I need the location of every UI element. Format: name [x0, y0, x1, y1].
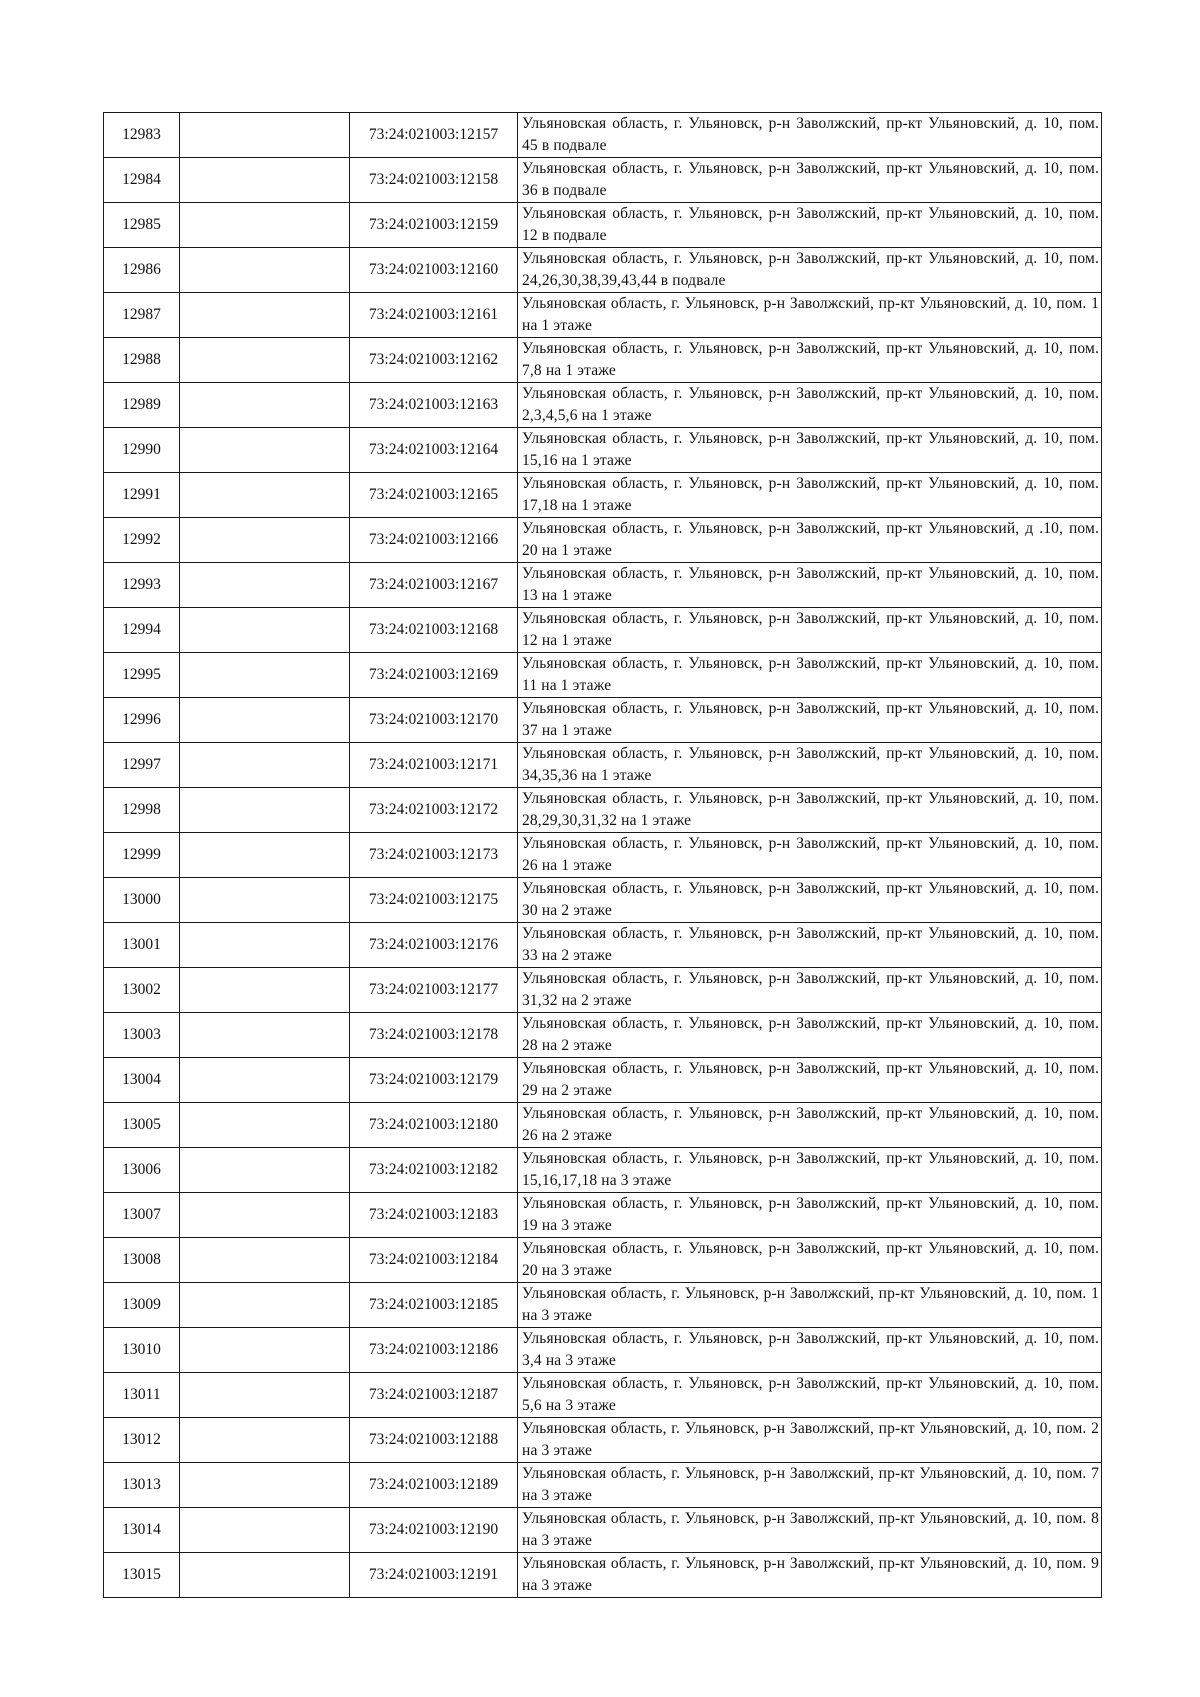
table-row — [104, 113, 1102, 158]
table-row — [104, 248, 1102, 293]
table-row — [104, 293, 1102, 338]
table-row — [104, 1193, 1102, 1238]
table-row — [104, 383, 1102, 428]
table-row — [104, 833, 1102, 878]
registry-table-body — [104, 113, 1102, 1598]
empty-cell — [180, 518, 350, 563]
row-number-cell: 13003 — [104, 1013, 180, 1058]
address-cell: Ульяновская область, г. Ульяновск, р-н Заволжский, пр-кт Ульяновский, д. 10, пом. 15,16 на 1 этаже — [518, 428, 1102, 473]
table-row — [104, 743, 1102, 788]
table-row — [104, 1463, 1102, 1508]
cadastral-number-cell: 73:24:021003:12159 — [350, 203, 518, 248]
table-row — [104, 203, 1102, 248]
address-cell: Ульяновская область, г. Ульяновск, р-н Заволжский, пр-кт Ульяновский, д. 10, пом. 11 на 1 этаже — [518, 653, 1102, 698]
address-cell: Ульяновская область, г. Ульяновск, р-н Заволжский, пр-кт Ульяновский, д. 10, пом. 1 на 3 этаже — [518, 1283, 1102, 1328]
empty-cell — [180, 113, 350, 158]
address-cell: Ульяновская область, г. Ульяновск, р-н Заволжский, пр-кт Ульяновский, д. 10, пом. 7 на 3 этаже — [518, 1463, 1102, 1508]
empty-cell — [180, 293, 350, 338]
cadastral-number-cell: 73:24:021003:12177 — [350, 968, 518, 1013]
address-cell: Ульяновская область, г. Ульяновск, р-н Заволжский, пр-кт Ульяновский, д. 10, пом. 17,18 на 1 этаже — [518, 473, 1102, 518]
empty-cell — [180, 338, 350, 383]
cadastral-number-cell: 73:24:021003:12164 — [350, 428, 518, 473]
table-row — [104, 518, 1102, 563]
row-number-cell: 13007 — [104, 1193, 180, 1238]
table-row — [104, 608, 1102, 653]
address-cell: Ульяновская область, г. Ульяновск, р-н Заволжский, пр-кт Ульяновский, д. 10, пом. 5,6 на 3 этаже — [518, 1373, 1102, 1418]
cadastral-number-cell: 73:24:021003:12162 — [350, 338, 518, 383]
row-number-cell: 13004 — [104, 1058, 180, 1103]
table-row — [104, 563, 1102, 608]
cadastral-number-cell: 73:24:021003:12185 — [350, 1283, 518, 1328]
property-registry-table — [103, 112, 1102, 1598]
empty-cell — [180, 698, 350, 743]
address-cell: Ульяновская область, г. Ульяновск, р-н Заволжский, пр-кт Ульяновский, д. 10, пом. 31,32 на 2 этаже — [518, 968, 1102, 1013]
cadastral-number-cell: 73:24:021003:12170 — [350, 698, 518, 743]
empty-cell — [180, 1283, 350, 1328]
cadastral-number-cell: 73:24:021003:12167 — [350, 563, 518, 608]
address-cell: Ульяновская область, г. Ульяновск, р-н Заволжский, пр-кт Ульяновский, д. 10, пом. 36 в подвале — [518, 158, 1102, 203]
empty-cell — [180, 743, 350, 788]
cadastral-number-cell: 73:24:021003:12178 — [350, 1013, 518, 1058]
address-cell: Ульяновская область, г. Ульяновск, р-н Заволжский, пр-кт Ульяновский, д. 10, пом. 45 в подвале — [518, 113, 1102, 158]
table-row — [104, 1373, 1102, 1418]
row-number-cell: 13000 — [104, 878, 180, 923]
row-number-cell: 12983 — [104, 113, 180, 158]
empty-cell — [180, 248, 350, 293]
table-row — [104, 1148, 1102, 1193]
address-cell: Ульяновская область, г. Ульяновск, р-н Заволжский, пр-кт Ульяновский, д. 10, пом. 2 на 3 этаже — [518, 1418, 1102, 1463]
address-cell: Ульяновская область, г. Ульяновск, р-н Заволжский, пр-кт Ульяновский, д. 10, пом. 7,8 на 1 этаже — [518, 338, 1102, 383]
row-number-cell: 12995 — [104, 653, 180, 698]
address-cell: Ульяновская область, г. Ульяновск, р-н Заволжский, пр-кт Ульяновский, д. 10, пом. 1 на 1 этаже — [518, 293, 1102, 338]
empty-cell — [180, 203, 350, 248]
row-number-cell: 13002 — [104, 968, 180, 1013]
address-cell: Ульяновская область, г. Ульяновск, р-н Заволжский, пр-кт Ульяновский, д .10, пом. 20 на 1 этаже — [518, 518, 1102, 563]
address-cell: Ульяновская область, г. Ульяновск, р-н Заволжский, пр-кт Ульяновский, д. 10, пом. 3,4 на 3 этаже — [518, 1328, 1102, 1373]
table-row — [104, 428, 1102, 473]
cadastral-number-cell: 73:24:021003:12168 — [350, 608, 518, 653]
row-number-cell: 12992 — [104, 518, 180, 563]
address-cell: Ульяновская область, г. Ульяновск, р-н Заволжский, пр-кт Ульяновский, д. 10, пом. 8 на 3 этаже — [518, 1508, 1102, 1553]
cadastral-number-cell: 73:24:021003:12187 — [350, 1373, 518, 1418]
row-number-cell: 13014 — [104, 1508, 180, 1553]
empty-cell — [180, 1418, 350, 1463]
cadastral-number-cell: 73:24:021003:12157 — [350, 113, 518, 158]
empty-cell — [180, 653, 350, 698]
address-cell: Ульяновская область, г. Ульяновск, р-н Заволжский, пр-кт Ульяновский, д. 10, пом. 15,16,17,18 на 3 этаже — [518, 1148, 1102, 1193]
table-row — [104, 923, 1102, 968]
table-row — [104, 1553, 1102, 1598]
cadastral-number-cell: 73:24:021003:12166 — [350, 518, 518, 563]
address-cell: Ульяновская область, г. Ульяновск, р-н Заволжский, пр-кт Ульяновский, д. 10, пом. 12 на 1 этаже — [518, 608, 1102, 653]
table-row — [104, 338, 1102, 383]
table-row — [104, 1508, 1102, 1553]
empty-cell — [180, 833, 350, 878]
empty-cell — [180, 923, 350, 968]
address-cell: Ульяновская область, г. Ульяновск, р-н Заволжский, пр-кт Ульяновский, д. 10, пом. 26 на 1 этаже — [518, 833, 1102, 878]
address-cell: Ульяновская область, г. Ульяновск, р-н Заволжский, пр-кт Ульяновский, д. 10, пом. 2,3,4,5,6 на 1 этаже — [518, 383, 1102, 428]
empty-cell — [180, 1238, 350, 1283]
table-row — [104, 473, 1102, 518]
table-row — [104, 1013, 1102, 1058]
cadastral-number-cell: 73:24:021003:12158 — [350, 158, 518, 203]
cadastral-number-cell: 73:24:021003:12172 — [350, 788, 518, 833]
row-number-cell: 12994 — [104, 608, 180, 653]
cadastral-number-cell: 73:24:021003:12184 — [350, 1238, 518, 1283]
row-number-cell: 12989 — [104, 383, 180, 428]
empty-cell — [180, 1058, 350, 1103]
address-cell: Ульяновская область, г. Ульяновск, р-н Заволжский, пр-кт Ульяновский, д. 10, пом. 33 на 2 этаже — [518, 923, 1102, 968]
table-row — [104, 1238, 1102, 1283]
row-number-cell: 12996 — [104, 698, 180, 743]
address-cell: Ульяновская область, г. Ульяновск, р-н Заволжский, пр-кт Ульяновский, д. 10, пом. 37 на 1 этаже — [518, 698, 1102, 743]
cadastral-number-cell: 73:24:021003:12161 — [350, 293, 518, 338]
address-cell: Ульяновская область, г. Ульяновск, р-н Заволжский, пр-кт Ульяновский, д. 10, пом. 26 на 2 этаже — [518, 1103, 1102, 1148]
row-number-cell: 13009 — [104, 1283, 180, 1328]
row-number-cell: 12998 — [104, 788, 180, 833]
row-number-cell: 12988 — [104, 338, 180, 383]
address-cell: Ульяновская область, г. Ульяновск, р-н Заволжский, пр-кт Ульяновский, д. 10, пом. 20 на 3 этаже — [518, 1238, 1102, 1283]
address-cell: Ульяновская область, г. Ульяновск, р-н Заволжский, пр-кт Ульяновский, д. 10, пом. 9 на 3 этаже — [518, 1553, 1102, 1598]
empty-cell — [180, 608, 350, 653]
address-cell: Ульяновская область, г. Ульяновск, р-н Заволжский, пр-кт Ульяновский, д. 10, пом. 24,26,30,38,39,43,44 в подвале — [518, 248, 1102, 293]
empty-cell — [180, 1373, 350, 1418]
empty-cell — [180, 968, 350, 1013]
row-number-cell: 12991 — [104, 473, 180, 518]
row-number-cell: 13008 — [104, 1238, 180, 1283]
cadastral-number-cell: 73:24:021003:12173 — [350, 833, 518, 878]
row-number-cell: 13010 — [104, 1328, 180, 1373]
empty-cell — [180, 1013, 350, 1058]
cadastral-number-cell: 73:24:021003:12175 — [350, 878, 518, 923]
empty-cell — [180, 1148, 350, 1193]
table-row — [104, 968, 1102, 1013]
row-number-cell: 13006 — [104, 1148, 180, 1193]
table-row — [104, 878, 1102, 923]
empty-cell — [180, 563, 350, 608]
address-cell: Ульяновская область, г. Ульяновск, р-н Заволжский, пр-кт Ульяновский, д. 10, пом. 12 в подвале — [518, 203, 1102, 248]
row-number-cell: 12985 — [104, 203, 180, 248]
table-row — [104, 788, 1102, 833]
address-cell: Ульяновская область, г. Ульяновск, р-н Заволжский, пр-кт Ульяновский, д. 10, пом. 13 на 1 этаже — [518, 563, 1102, 608]
row-number-cell: 13012 — [104, 1418, 180, 1463]
address-cell: Ульяновская область, г. Ульяновск, р-н Заволжский, пр-кт Ульяновский, д. 10, пом. 28 на 2 этаже — [518, 1013, 1102, 1058]
empty-cell — [180, 1103, 350, 1148]
address-cell: Ульяновская область, г. Ульяновск, р-н Заволжский, пр-кт Ульяновский, д. 10, пом. 19 на 3 этаже — [518, 1193, 1102, 1238]
table-row — [104, 1103, 1102, 1148]
empty-cell — [180, 473, 350, 518]
empty-cell — [180, 1193, 350, 1238]
cadastral-number-cell: 73:24:021003:12190 — [350, 1508, 518, 1553]
address-cell: Ульяновская область, г. Ульяновск, р-н Заволжский, пр-кт Ульяновский, д. 10, пом. 30 на 2 этаже — [518, 878, 1102, 923]
cadastral-number-cell: 73:24:021003:12163 — [350, 383, 518, 428]
row-number-cell: 12987 — [104, 293, 180, 338]
cadastral-number-cell: 73:24:021003:12189 — [350, 1463, 518, 1508]
table-row — [104, 158, 1102, 203]
cadastral-number-cell: 73:24:021003:12191 — [350, 1553, 518, 1598]
empty-cell — [180, 1508, 350, 1553]
cadastral-number-cell: 73:24:021003:12182 — [350, 1148, 518, 1193]
row-number-cell: 13015 — [104, 1553, 180, 1598]
empty-cell — [180, 878, 350, 923]
cadastral-number-cell: 73:24:021003:12188 — [350, 1418, 518, 1463]
cadastral-number-cell: 73:24:021003:12183 — [350, 1193, 518, 1238]
cadastral-number-cell: 73:24:021003:12165 — [350, 473, 518, 518]
cadastral-number-cell: 73:24:021003:12186 — [350, 1328, 518, 1373]
table-row — [104, 1058, 1102, 1103]
address-cell: Ульяновская область, г. Ульяновск, р-н Заволжский, пр-кт Ульяновский, д. 10, пом. 29 на 2 этаже — [518, 1058, 1102, 1103]
row-number-cell: 12986 — [104, 248, 180, 293]
empty-cell — [180, 1328, 350, 1373]
table-row — [104, 698, 1102, 743]
address-cell: Ульяновская область, г. Ульяновск, р-н Заволжский, пр-кт Ульяновский, д. 10, пом. 34,35,36 на 1 этаже — [518, 743, 1102, 788]
table-row — [104, 653, 1102, 698]
cadastral-number-cell: 73:24:021003:12160 — [350, 248, 518, 293]
empty-cell — [180, 1463, 350, 1508]
table-row — [104, 1418, 1102, 1463]
row-number-cell: 12984 — [104, 158, 180, 203]
empty-cell — [180, 788, 350, 833]
cadastral-number-cell: 73:24:021003:12169 — [350, 653, 518, 698]
row-number-cell: 12990 — [104, 428, 180, 473]
row-number-cell: 12997 — [104, 743, 180, 788]
cadastral-number-cell: 73:24:021003:12176 — [350, 923, 518, 968]
row-number-cell: 13005 — [104, 1103, 180, 1148]
cadastral-number-cell: 73:24:021003:12179 — [350, 1058, 518, 1103]
row-number-cell: 12993 — [104, 563, 180, 608]
cadastral-number-cell: 73:24:021003:12180 — [350, 1103, 518, 1148]
empty-cell — [180, 158, 350, 203]
empty-cell — [180, 428, 350, 473]
row-number-cell: 13013 — [104, 1463, 180, 1508]
empty-cell — [180, 383, 350, 428]
empty-cell — [180, 1553, 350, 1598]
cadastral-number-cell: 73:24:021003:12171 — [350, 743, 518, 788]
row-number-cell: 13001 — [104, 923, 180, 968]
row-number-cell: 13011 — [104, 1373, 180, 1418]
table-row — [104, 1328, 1102, 1373]
row-number-cell: 12999 — [104, 833, 180, 878]
table-row — [104, 1283, 1102, 1328]
address-cell: Ульяновская область, г. Ульяновск, р-н Заволжский, пр-кт Ульяновский, д. 10, пом. 28,29,30,31,32 на 1 этаже — [518, 788, 1102, 833]
